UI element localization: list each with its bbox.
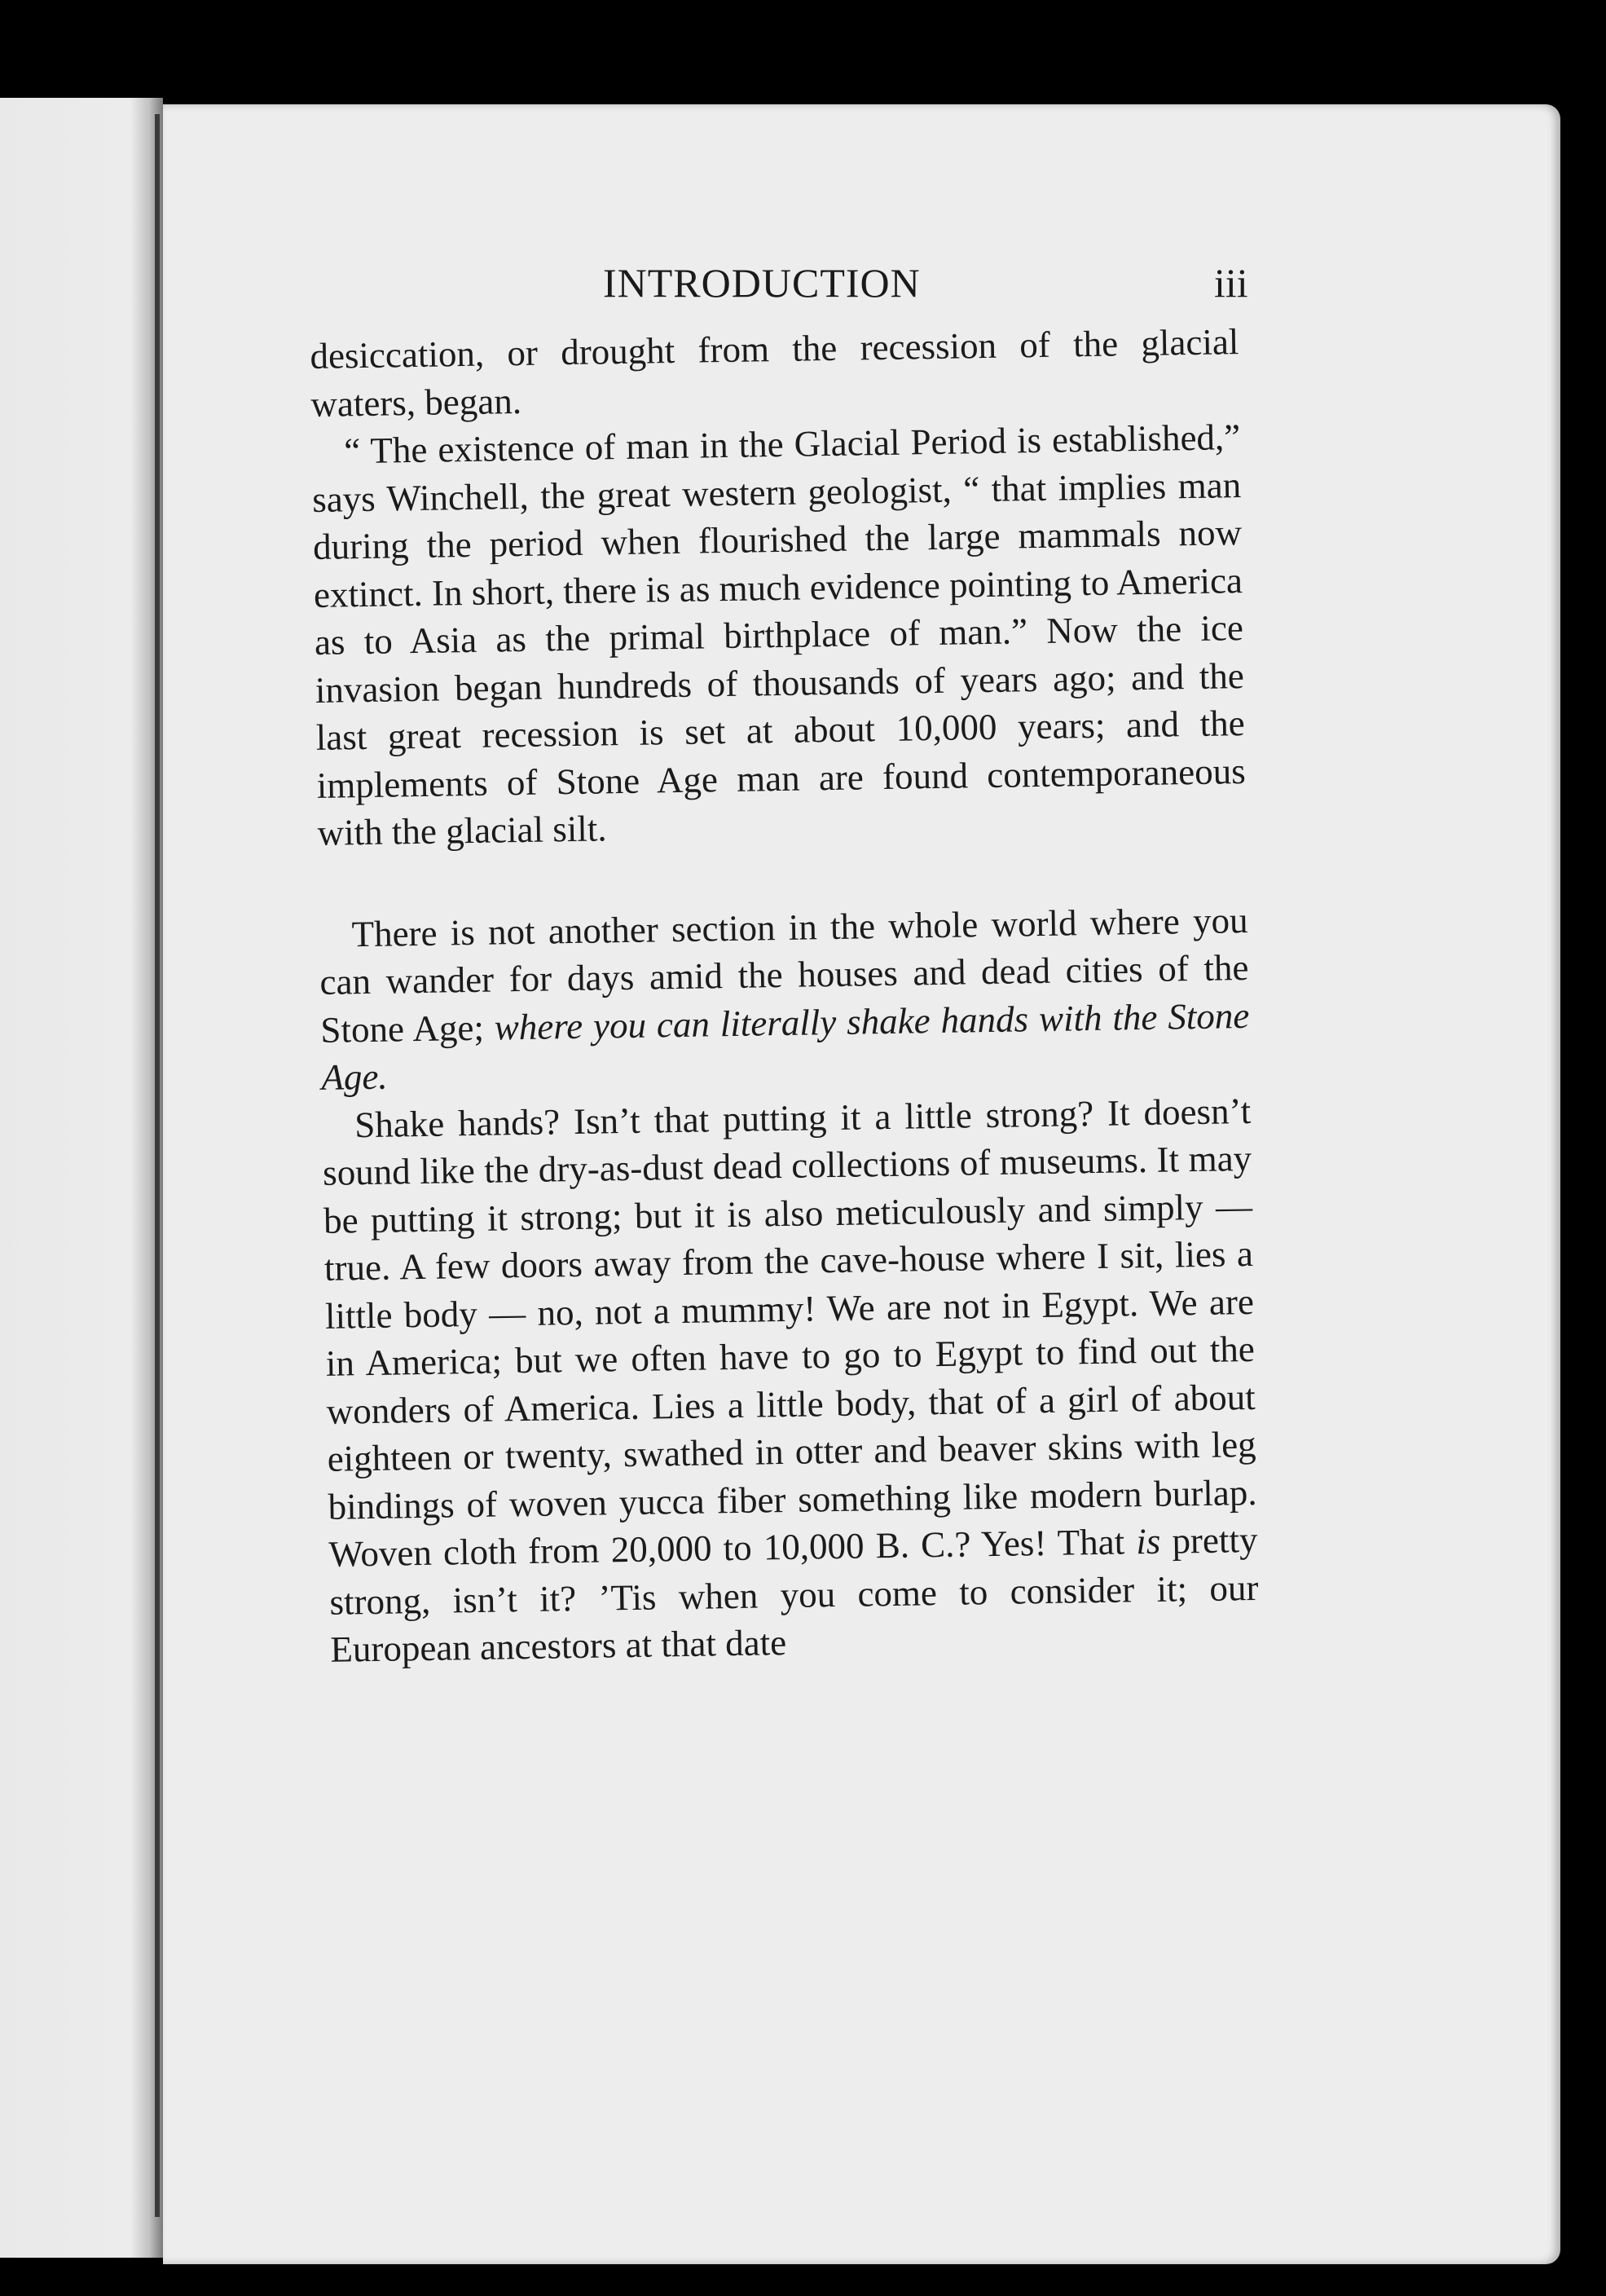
paragraph-3-text: There is not another section in the whole world where you can wander for days amid the houses and dead cities of the Stone Age; — [319, 899, 1249, 1051]
page-header — [163, 259, 1560, 308]
paragraph-4 — [322, 1086, 1260, 1673]
paragraph-4-italic: is — [1135, 1520, 1161, 1562]
page-number: iii — [1214, 260, 1248, 306]
paragraph-3 — [319, 897, 1251, 1102]
gutter-shadow — [155, 114, 160, 2217]
body-text — [310, 318, 1260, 1673]
paragraph-1-text: desiccation, or drought from the recession of the glacial waters, began. — [310, 321, 1239, 425]
paragraph-3-italic: where you can literally shake hands with the Stone Age. — [320, 994, 1250, 1098]
paragraph-2 — [311, 413, 1247, 857]
facing-page-edge — [0, 98, 163, 2258]
paragraph-4-text: Shake hands? Isn’t that putting it a little strong? It doesn’t sound like the dry-as-dust dead collections of museums. It may be putting it strong; but it is also meticulously and simply — true. A few doors away from the cave-house where I sit, lies a little body — no, not a mummy! We are not in Egypt. We are in America; but we often have to go to Egypt to find out the wonders of America. Lies a little body, that of a girl of about eighteen or twenty, swathed in otter and beaver skins with leg bindings of woven yucca fiber something like modern burlap. Woven cloth from 20,000 to 10,000 B. C.? Yes! That — [322, 1090, 1257, 1575]
paragraph-4-text-after: pretty strong, isn’t it? ’Tis when you come to consider it; our European ancestors at that date — [329, 1518, 1259, 1670]
running-head: INTRODUCTION — [603, 260, 921, 306]
book-page — [163, 104, 1560, 2264]
paragraph-1 — [310, 318, 1240, 428]
paragraph-2-text: “ The existence of man in the Glacial Period is established,” says Winchell, the great western geologist, “ that implies man during the period when flourished the large mammals now extinct. In short, there is as much evidence pointing to America as to Asia as the primal birthplace of man.” Now the ice invasion began hundreds of thousands of years ago; and the last great recession is set at about 10,000 years; and the implements of Stone Age man are found contemporaneous with the glacial silt. — [311, 416, 1246, 853]
